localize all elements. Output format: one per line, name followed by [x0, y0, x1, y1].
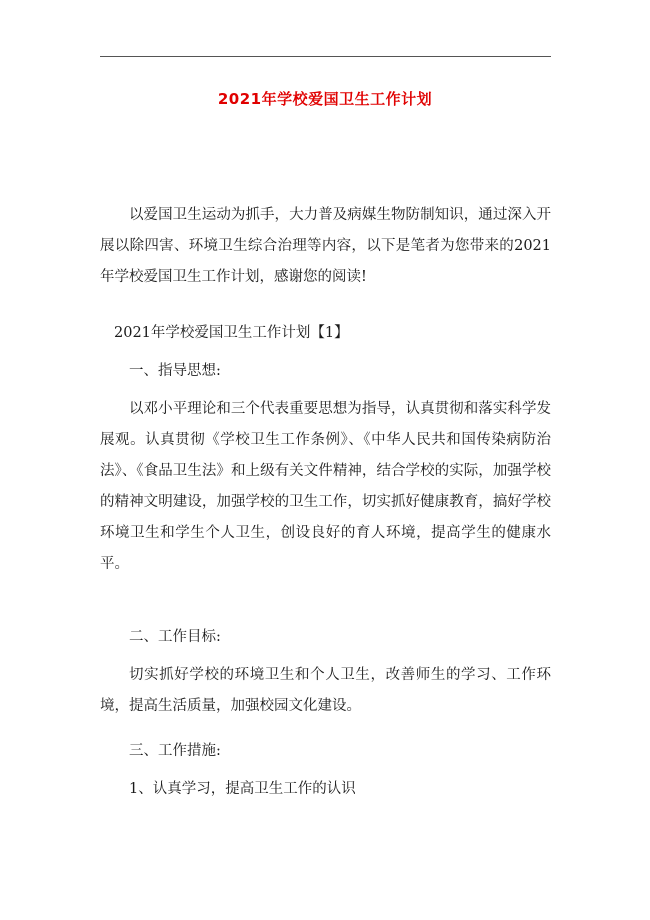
header-rule — [100, 56, 551, 57]
plan-subtitle: 2021年学校爱国卫生工作计划【1】 — [114, 325, 349, 341]
section1-heading: 一、指导思想: — [129, 363, 221, 379]
section1-body: 以邓小平理论和三个代表重要思想为指导，认真贯彻和落实科学发展观。认真贯彻《学校卫生工作条例》、《中华人民共和国传染病防治法》、《食品卫生法》和上级有关文件精神，结合学校的实际，加强学校的精神文明建设，加强学校的卫生工作，切实抓好健康教育，搞好学校环境卫生和学生个人卫生，创设良好的育人环境，提高学生的健康水平。 — [100, 401, 551, 572]
section2-body: 切实抓好学校的环境卫生和个人卫生，改善师生的学习、工作环境，提高生活质量，加强校园文化建设。 — [100, 667, 551, 714]
section2-heading: 二、工作目标: — [129, 629, 221, 645]
section3-item-1: 1、认真学习，提高卫生工作的认识 — [129, 781, 356, 797]
section3-heading: 三、工作措施: — [129, 743, 221, 759]
document-title: 2021年学校爱国卫生工作计划 — [217, 90, 433, 108]
intro-paragraph: 以爱国卫生运动为抓手，大力普及病媒生物防制知识，通过深入开展以除四害、环境卫生综合治理等内容，以下是笔者为您带来的2021年学校爱国卫生工作计划，感谢您的阅读! — [100, 207, 551, 285]
